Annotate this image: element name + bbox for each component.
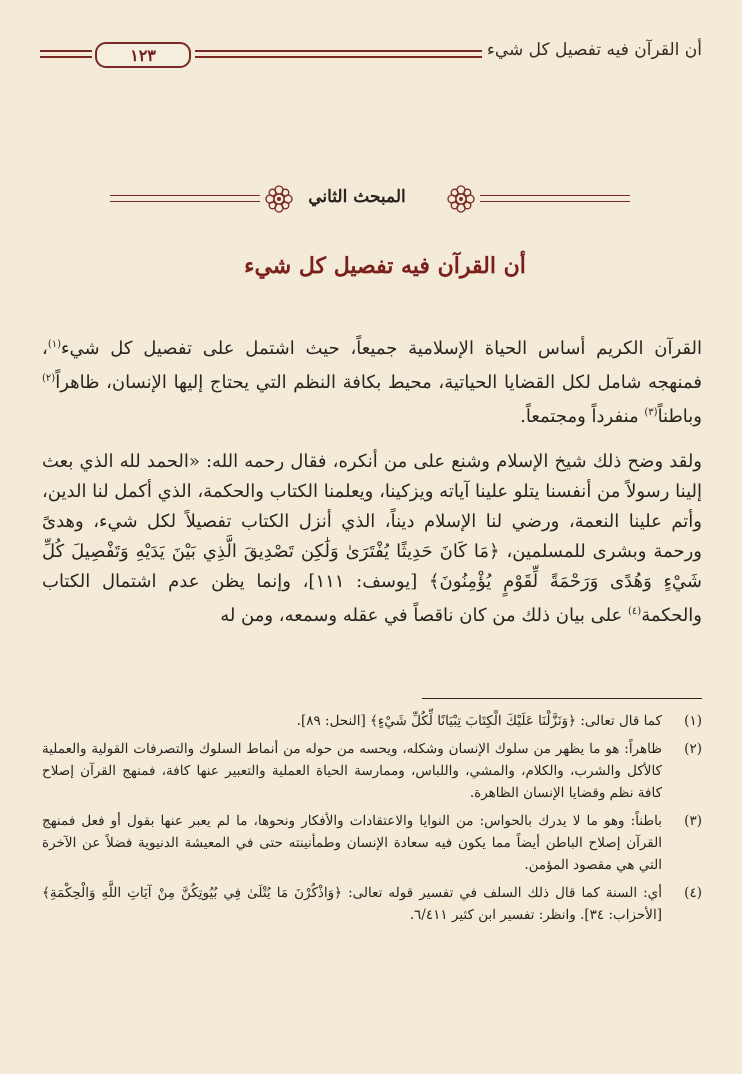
- paragraph-1-part-c: وباطناً: [657, 406, 702, 427]
- section-heading: [110, 180, 630, 220]
- footnote-ref-1[interactable]: (١): [47, 339, 61, 350]
- paragraph-1: [42, 330, 702, 432]
- paragraph-2: [42, 447, 702, 631]
- footnote-ref-3[interactable]: (٣): [644, 407, 658, 418]
- footnote-text: أي: السنة كما قال ذلك السلف في تفسير قوله تعالى: ﴿وَاذْكُرْنَ مَا يُتْلَىٰ فِي بُيُوتِكُنَّ مِنْ آيَاتِ اللَّهِ وَالْحِكْمَةِ﴾ [الأحزاب: ٣٤]. وانظر: تفسير ابن كثير ٦/٤١١.: [42, 885, 662, 923]
- footnote-text: باطناً: وهو ما لا يدرك بالحواس: من النوايا والاعتقادات والأفكار ونحوها، ما لم يعبر عنها بقول أو فعل فمنهج القرآن إصلاح الباطن أيضاً مما يكون فيه سعادة الإنسان وطمأنينته حتى في المعيشة الدنيوية فضلاً عن الآخرة التي هي مقصود المؤمن.: [42, 813, 662, 873]
- footnote-1: [42, 710, 702, 732]
- footnote-number: (١): [684, 713, 702, 729]
- section-rule-left-bottom: [110, 201, 260, 202]
- footnote-number: (٣): [684, 813, 702, 829]
- section-label: المبحث الثاني: [308, 187, 406, 207]
- paragraph-2-part-b: على بيان ذلك من كان ناقصاً في عقله وسمعه، ومن له: [220, 605, 629, 626]
- header-rule-top: [195, 50, 482, 52]
- footnote-number: (٢): [684, 741, 702, 757]
- footnote-ref-4[interactable]: (٤): [628, 606, 642, 617]
- footnote-2: [42, 738, 702, 804]
- footnotes: [42, 710, 702, 932]
- body-text: [42, 330, 702, 646]
- rosette-ornament-left: [262, 182, 296, 216]
- section-rule-left-top: [110, 195, 260, 196]
- paragraph-1-part-b: ، فمنهجه شامل لكل القضايا الحياتية، محيط بكافة النظم التي يحتاج إليها الإنسان، ظاهراً: [42, 338, 702, 393]
- page-number: ١٢٣: [95, 42, 191, 68]
- footnote-text: كما قال تعالى: ﴿وَنَزَّلْنَا عَلَيْكَ الْكِتَابَ تِبْيَانًا لِّكُلِّ شَيْءٍ﴾ [النحل: ٨٩].: [296, 713, 662, 729]
- running-header: [95, 38, 702, 68]
- footnote-4: [42, 882, 702, 926]
- footnote-3: [42, 810, 702, 876]
- footnote-text: ظاهراً: هو ما يظهر من سلوك الإنسان وشكله، ويحسه من حوله من أنماط السلوك والتصرفات القولية والعملية كالأكل والشرب، والكلام، والمشي، واللباس، وممارسة الحياة العملية والتعبير عنها كافة، فمنهج القرآن إصلاح كافة نظم وقضايا الإنسان الظاهرة.: [42, 741, 662, 801]
- header-rule-left-top: [40, 50, 92, 52]
- section-rule-right-bottom: [480, 201, 630, 202]
- paragraph-1-part-a: القرآن الكريم أساس الحياة الإسلامية جميعاً، حيث اشتمل على تفصيل كل شيء: [61, 338, 702, 359]
- paragraph-2-part-a: ولقد وضح ذلك شيخ الإسلام وشنع على من أنكره، فقال رحمه الله: «الحمد لله الذي بعث إلينا رسولاً من أنفسنا يتلو علينا آياته ويزكينا، ويعلمنا الكتاب والحكمة، الذي أكمل لنا الدين، وأتم علينا النعمة، ورضي لنا الإسلام ديناً، الذي أنزل الكتاب تفصيلاً لكل شيء، وهدىً ورحمة وبشرى للمسلمين، ﴿مَا كَانَ حَدِيثًا يُفْتَرَىٰ وَلَٰكِن تَصْدِيقَ الَّذِي بَيْنَ يَدَيْهِ وَتَفْصِيلَ كُلِّ شَيْءٍ وَهُدًى وَرَحْمَةً لِّقَوْمٍ يُؤْمِنُونَ﴾ [يوسف: ١١١]، وإنما يظن عدم اشتمال الكتاب والحكمة: [41, 451, 702, 626]
- chapter-title: أن القرآن فيه تفصيل كل شيء: [244, 253, 526, 279]
- header-rule-bottom: [195, 56, 482, 58]
- rosette-ornament-right: [444, 182, 478, 216]
- footnote-ref-2[interactable]: (٢): [42, 373, 56, 384]
- section-rule-right-top: [480, 195, 630, 196]
- footnote-divider: [422, 698, 702, 699]
- paragraph-1-part-d: منفرداً ومجتمعاً.: [520, 406, 645, 427]
- header-rule-left-bottom: [40, 56, 92, 58]
- footnote-number: (٤): [684, 885, 702, 901]
- running-header-title: أن القرآن فيه تفصيل كل شيء: [486, 40, 702, 60]
